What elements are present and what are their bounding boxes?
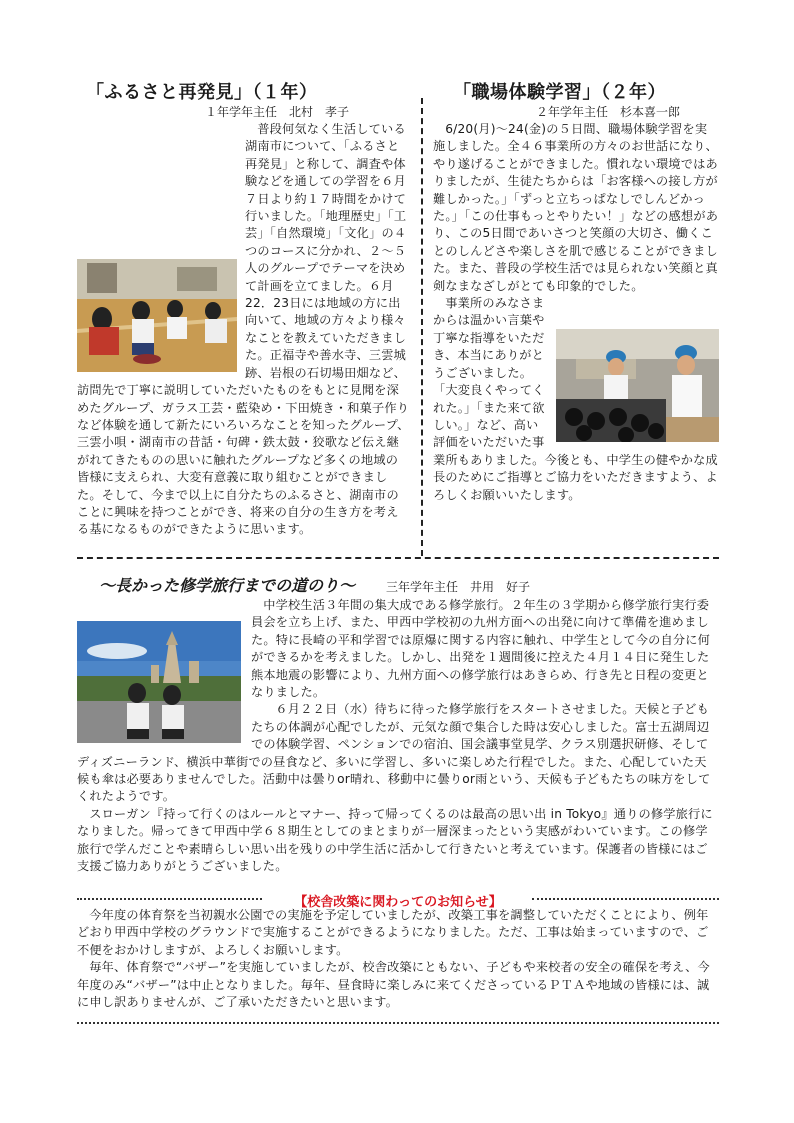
section2-body1: 6/20(月)～24(金)の５日間、職場体験学習を実施しました。全４６事業所の方々のお世話になり、やり遂げることができました。慣れない環境ではありましたが、生徒たちからは「お客様への接し方が難しかった。」「ずっと立ちっぱなしでしんどかった。」「この仕事もっとやりたい！」などの感想があり、この5日間であいさつと笑顔の大切さ、働くことのしんどさや楽しさを肌で感じることができました。また、普段の学校生活では見られない笑顔と真剣なまなざしがとても印象的でした。 — [433, 122, 719, 293]
section1-body: 普段何気なく生活している湖南市について、「ふるさと再発見」と称して、調査や体験などを通しての学習を６月７日より約１７時間をかけて行いました。「地理歴史」「工芸」「自然環境」「文化」の４つのコースに分かれ、２～５人のグループでテーマを決めて計画を立てました。６月22．23日には地域の方に出向いて、地域の方々より様々なことを教えていただきました。正福寺や善水寺、三雲城跡、岩根の石切場田畑など、訪問先で丁寧に説明していただいたものをもとに見聞を深めたグループ、ガラス工芸・藍染め・下田焼き・和菓子作りなど体験を通して新たにいろいろなことを知ったグループ、三雲小唄・湖南市の昔話・句碑・鉄太鼓・狡歌など伝え継がれてきたものの思いに触れたグループなど多くの地域の皆様に支えられ、大変有意義に取り組むことができました。そして、今まで以上に自分たちのふるさと、湖南市のことに興味を持つことができ、将来の自分の生き方を考える基になるものができたように思います。 — [77, 122, 410, 537]
section3-text — [77, 597, 719, 876]
section1-photo — [77, 259, 237, 372]
notice-body1: 今年度の体育祭を当初親水公園での実施を予定していましたが、改築工事を調整していただくことにより、例年どおり甲西中学校のグラウンドで実施することができるようになりました。ただ、工事は始まっていますので、ご不便をおかけしますが、よろしくお願いします。 — [77, 908, 709, 957]
notice-title: 【校舎改築に関わってのお知らせ】 — [294, 895, 502, 910]
notice-bottom-rule — [77, 1022, 719, 1024]
notice-right-rule — [532, 898, 719, 900]
notice-body2: 毎年、体育祭で“バザー”を実施していましたが、校舎改築にともない、子どもや来校者の安全の確保を考え、今年度のみ“バザー”は中止となりました。毎年、昼食時に楽しみに来てくださっているＰＴＡや地域の皆様には、誠に申し訳ありませんが、ご了承いただきたいと思います。 — [77, 960, 710, 1010]
section-divider — [77, 557, 719, 559]
section3-photo — [77, 621, 241, 743]
column-divider — [421, 98, 423, 556]
section1-text — [77, 121, 410, 539]
section2-photo — [556, 329, 719, 442]
section2-byline: ２年学年主任 杉本喜一郎 — [536, 105, 681, 119]
section3-title: ～長かった修学旅行までの道のり～ — [99, 576, 356, 595]
notice-text — [77, 907, 719, 1011]
section3-body2: ６月２２日（水）待ちに待った修学旅行をスタートさせました。天候と子どもたちの体調が心配でしたが、元気な顔で集合した時は安心しました。富士五湖周辺での体験学習、ペンションでの宿泊、国会議事堂見学、クラス別選択研修、そしてディズニーランド、横浜中華街での昼食など、多いに学習し、多いに楽しめた行程でした。また、心配していた天候も傘は必要ありませんでした。活動中は曇りor晴れ、移動中に曇りor雨という、天候も子どもたちの味方をしてくれたようです。 — [77, 702, 711, 804]
section1-byline: １年学年主任 北村 孝子 — [205, 105, 350, 119]
section3-byline: 三年学年主任 井用 好子 — [386, 580, 531, 594]
section3-body3: スローガン『持って行くのはルールとマナー、持って帰ってくるのは最高の思い出 in Tokyo』通りの修学旅行になりました。帰ってきて甲西中学６８期生としてのまとまりが一層深まったという実感がわいています。この修学旅行で学んだことや素晴らしい思い出を残りの中学生活に活かして行きたいと考えています。保護者の皆様にはご支援ご協力ありがとうございました。 — [77, 806, 713, 874]
section2-body2: 事業所のみなさまからは温かい言葉や丁寧な指導をいただき、本当にありがとうございました。「大変良くやってくれた。」「また来て欲しい。」など、高い評価をいただいた事業所もありました。今後とも、中学生の健やかな成長のためにご指導とご協力をいただきますよう、よろしくお願いいたします。 — [433, 296, 718, 502]
section2-text — [433, 121, 719, 504]
notice-left-rule — [77, 898, 262, 900]
section1-title: 「ふるさと再発見」（１年） — [86, 82, 318, 103]
section3-body1: 中学校生活３年間の集大成である修学旅行。２年生の３学期から修学旅行実行委員会を立ち上げ、また、甲西中学校初の九州方面への出発に向けて準備を進めました。特に長崎の平和学習では原爆に関する内容に触れ、中学生として今の自分に何ができるかを考えました。しかし、出発を１週間後に控えた４月１４日に発生した熊本地震の影響により、九州方面への修学旅行はあきらめ、行き先と日程の変更となりました。 — [251, 598, 711, 700]
section2-title: 「職場体験学習」（２年） — [453, 82, 666, 103]
